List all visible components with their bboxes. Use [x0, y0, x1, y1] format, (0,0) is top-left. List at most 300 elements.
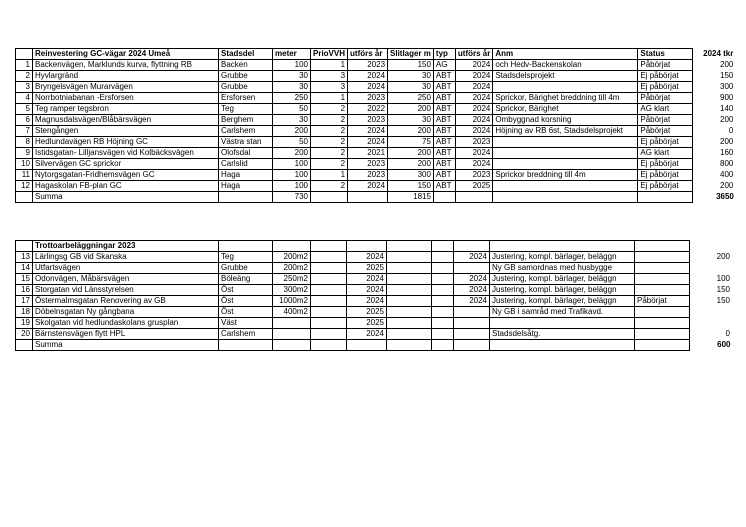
total-tkr: 600: [717, 340, 731, 349]
table-cell: [432, 340, 454, 351]
table-cell: [493, 148, 638, 159]
table-row: [16, 126, 736, 137]
table-cell: 2023: [348, 115, 388, 126]
table-cell: 400m2: [273, 307, 311, 318]
table-cell: [432, 252, 454, 263]
table-cell: 2023: [348, 60, 388, 71]
table-cell: Ej påbörjat: [638, 181, 693, 192]
table-row: [16, 159, 736, 170]
table-cell: 1000m2: [273, 296, 311, 307]
table-cell: Lärlingsg GB vid Skanska: [33, 252, 219, 263]
table-cell: Väst: [219, 318, 273, 329]
sum-row: [16, 192, 736, 203]
table-row: [16, 181, 736, 192]
table-cell: [490, 340, 635, 351]
trottoar-table: [15, 240, 733, 351]
table-cell: 160: [720, 148, 734, 157]
table-cell: [387, 318, 432, 329]
column-header: [16, 49, 33, 60]
table-cell: AG: [433, 60, 455, 71]
table-cell: [387, 329, 432, 340]
table-cell: 150: [720, 71, 734, 80]
table-cell: 4: [16, 93, 33, 104]
table-cell: 2025: [347, 318, 387, 329]
table-cell: [273, 340, 311, 351]
table-row: [16, 252, 733, 263]
sum-meter: 730: [273, 192, 311, 203]
table-cell: Påbörjat: [638, 126, 693, 137]
table-cell: 6: [16, 115, 33, 126]
table-cell: 300m2: [273, 285, 311, 296]
table-cell: 200m2: [273, 263, 311, 274]
table-cell: 2024: [348, 71, 388, 82]
table-cell: 12: [16, 181, 33, 192]
table-cell: 16: [16, 285, 33, 296]
table-cell: 2: [311, 148, 348, 159]
table-cell: 250m2: [273, 274, 311, 285]
table-cell: AG klart: [638, 148, 693, 159]
table-cell: Silvervägen GC sprickor: [33, 159, 219, 170]
table-cell: Höjning av RB 6st, Stadsdelsprojekt: [493, 126, 638, 137]
table-cell: Grubbe: [219, 82, 273, 93]
table-cell: [432, 274, 454, 285]
table-cell: [387, 285, 432, 296]
table-cell: 2023: [348, 93, 388, 104]
table-cell: [348, 192, 388, 203]
table-cell: 2025: [347, 263, 387, 274]
table-cell: 150: [388, 60, 434, 71]
table-cell: 150: [716, 285, 730, 294]
table-cell: Backen: [219, 60, 273, 71]
table-cell: Ej påbörjat: [638, 82, 693, 93]
table-row: [16, 296, 733, 307]
table-cell: AG klart: [638, 104, 693, 115]
table-cell: [635, 274, 690, 285]
table-cell: 15: [16, 274, 33, 285]
table-cell: [311, 192, 348, 203]
table-cell: Öst: [219, 285, 273, 296]
table-cell: Hagaskolan FB-plan GC: [33, 181, 219, 192]
table-cell: [387, 241, 432, 252]
table-cell: 30: [388, 115, 434, 126]
table-cell: 30: [273, 71, 311, 82]
table-cell: Skolgatan vid hedlundaskolans grusplan: [33, 318, 219, 329]
table-cell: 200: [720, 137, 734, 146]
table-cell: [635, 318, 690, 329]
table-cell: Ej påbörjat: [638, 170, 693, 181]
table-cell: Sprickor, Bärighet: [493, 104, 638, 115]
table-cell: 1: [16, 60, 33, 71]
table-cell: 2021: [348, 148, 388, 159]
table-cell: [432, 296, 454, 307]
sum-label: Summa: [33, 340, 219, 351]
table-cell: [311, 296, 347, 307]
table-row: [16, 137, 736, 148]
table-cell: [493, 159, 638, 170]
column-header: meter: [273, 49, 311, 60]
table-cell: Teg ramper tegsbron: [33, 104, 219, 115]
table-cell: 200: [273, 148, 311, 159]
table-cell: [219, 192, 273, 203]
table-cell: 2024: [455, 126, 492, 137]
table-cell: Magnusdalsvägen/Blåbärsvägen: [33, 115, 219, 126]
table-cell: Ombyggnad korsning: [493, 115, 638, 126]
table-cell: 11: [16, 170, 33, 181]
table-cell: 150: [388, 181, 434, 192]
table-cell: Påbörjat: [638, 115, 693, 126]
sum-row: [16, 340, 733, 351]
table-cell: 200: [720, 60, 734, 69]
table-cell: ABT: [433, 93, 455, 104]
table-cell: 2024: [454, 296, 490, 307]
table-cell: Bryngelsvägen Murarvägen: [33, 82, 219, 93]
table-cell: [311, 329, 347, 340]
table-cell: [493, 192, 638, 203]
table-cell: [311, 274, 347, 285]
table-cell: Grubbe: [219, 71, 273, 82]
table-cell: 2024: [348, 126, 388, 137]
table-cell: ABT: [433, 170, 455, 181]
table-cell: [387, 252, 432, 263]
table-cell: 2024: [348, 82, 388, 93]
table-cell: Sprickor, Bärighet breddning till 4m: [493, 93, 638, 104]
table-cell: 1: [311, 93, 348, 104]
table-cell: Carlshem: [219, 329, 273, 340]
column-header: Slitlager m: [388, 49, 434, 60]
table-cell: 8: [16, 137, 33, 148]
table-cell: 9: [16, 148, 33, 159]
table-cell: Östermalmsgatan Renovering av GB: [33, 296, 219, 307]
table-cell: [432, 318, 454, 329]
table-row: [16, 285, 733, 296]
table-cell: [387, 307, 432, 318]
table-cell: [387, 296, 432, 307]
table-cell: [311, 285, 347, 296]
section-title: Trottoarbeläggningar 2023: [33, 241, 219, 252]
table-cell: 250: [273, 93, 311, 104]
table-cell: Stengången: [33, 126, 219, 137]
table-cell: 14: [16, 263, 33, 274]
table-cell: Storgatan vid Länsstyrelsen: [33, 285, 219, 296]
table-cell: 2: [16, 71, 33, 82]
table-cell: Justering, kompl. bärlager, beläggn: [490, 296, 635, 307]
table-cell: Justering, kompl. bärlager, beläggn: [490, 274, 635, 285]
table-row: [16, 263, 733, 274]
sum-slitlager: 1815: [388, 192, 434, 203]
column-header: Status: [638, 49, 693, 60]
table-cell: [16, 340, 33, 351]
table-cell: 30: [273, 82, 311, 93]
table-cell: 2022: [348, 104, 388, 115]
table-cell: [454, 307, 490, 318]
table-cell: 2: [311, 104, 348, 115]
table-cell: 2024: [455, 82, 492, 93]
table-cell: [311, 241, 347, 252]
table-cell: 2025: [455, 181, 492, 192]
table-cell: 100: [273, 159, 311, 170]
column-header: 2024 tkr: [703, 49, 734, 58]
table-cell: [454, 318, 490, 329]
table-cell: 2: [311, 159, 348, 170]
table-cell: 200: [388, 104, 434, 115]
table-cell: ABT: [433, 181, 455, 192]
table-cell: [635, 329, 690, 340]
table-cell: [387, 274, 432, 285]
table-cell: Hyvlargränd: [33, 71, 219, 82]
table-cell: [635, 252, 690, 263]
table-cell: 200m2: [273, 252, 311, 263]
table-cell: 300: [720, 82, 734, 91]
table-row: [16, 170, 736, 181]
column-header: typ: [433, 49, 455, 60]
table-cell: [311, 263, 347, 274]
table-cell: [690, 318, 733, 329]
table-cell: 2024: [455, 115, 492, 126]
reinvestering-table: [15, 48, 736, 203]
table-cell: 2023: [348, 159, 388, 170]
table-cell: ABT: [433, 159, 455, 170]
table-cell: Hedlundavägen RB Höjning GC: [33, 137, 219, 148]
table-cell: [311, 307, 347, 318]
table-cell: Justering, kompl. bärlager, beläggn: [490, 285, 635, 296]
table-cell: 100: [716, 274, 730, 283]
table-cell: 2024: [348, 181, 388, 192]
table-cell: Teg: [219, 252, 273, 263]
table-row: [16, 71, 736, 82]
table-cell: 0: [725, 329, 730, 338]
table-cell: 200: [720, 181, 734, 190]
table-cell: 1: [311, 170, 348, 181]
table-cell: Ny GB i samråd med Trafikavd.: [490, 307, 635, 318]
table-cell: 200: [388, 126, 434, 137]
table-cell: Haga: [219, 170, 273, 181]
table-cell: Istidsgatan- Lilljansvägen vid Kolbäcksvägen: [33, 148, 219, 159]
table-cell: Carlshem: [219, 126, 273, 137]
table-cell: ABT: [433, 126, 455, 137]
table-cell: [273, 329, 311, 340]
table-cell: 900: [720, 93, 734, 102]
table-cell: 30: [388, 82, 434, 93]
table-cell: ABT: [433, 104, 455, 115]
table-cell: 400: [720, 170, 734, 179]
table-cell: och Hedv-Backenskolan: [493, 60, 638, 71]
table-cell: [432, 329, 454, 340]
table-cell: [16, 192, 33, 203]
table-cell: 30: [388, 71, 434, 82]
table-cell: 100: [273, 60, 311, 71]
table-cell: 2023: [348, 170, 388, 181]
table-cell: 5: [16, 104, 33, 115]
table-row: [16, 148, 736, 159]
table-cell: 75: [388, 137, 434, 148]
table-cell: Ej påbörjat: [638, 137, 693, 148]
table-cell: Stadsdelsprojekt: [493, 71, 638, 82]
table-cell: 200: [388, 159, 434, 170]
table-cell: 200: [273, 126, 311, 137]
table-cell: 1: [311, 60, 348, 71]
table-cell: 2024: [454, 252, 490, 263]
table-cell: [16, 241, 33, 252]
table-cell: 50: [273, 104, 311, 115]
table-cell: Öst: [219, 296, 273, 307]
table-cell: [490, 318, 635, 329]
table-cell: [273, 241, 311, 252]
table-cell: Ny GB samordnas med husbygge: [490, 263, 635, 274]
table-row: [16, 104, 736, 115]
table-row: [16, 115, 736, 126]
table-row: [16, 60, 736, 71]
table-row: [16, 329, 733, 340]
header-row: [16, 49, 736, 60]
table-cell: [432, 285, 454, 296]
table-cell: [273, 318, 311, 329]
table-cell: 2024: [455, 71, 492, 82]
table-cell: 2024: [348, 137, 388, 148]
table-cell: 2: [311, 137, 348, 148]
table-cell: Norrbotniabanan -Ersforsen: [33, 93, 219, 104]
table-cell: ABT: [433, 115, 455, 126]
table-cell: [635, 241, 690, 252]
table-cell: 50: [273, 137, 311, 148]
table-cell: 2024: [347, 329, 387, 340]
table-cell: 2024: [455, 60, 492, 71]
table-cell: 2: [311, 126, 348, 137]
table-cell: 300: [388, 170, 434, 181]
table-cell: 13: [16, 252, 33, 263]
table-cell: [387, 263, 432, 274]
table-cell: 2024: [455, 104, 492, 115]
column-header: utförs år: [455, 49, 492, 60]
table-cell: Döbelnsgatan Ny gångbana: [33, 307, 219, 318]
table-row: [16, 274, 733, 285]
table-cell: 2024: [347, 285, 387, 296]
table-cell: [690, 307, 733, 318]
table-cell: 2024: [347, 274, 387, 285]
column-header: PrioVVH: [311, 49, 348, 60]
table-cell: [493, 137, 638, 148]
table-cell: [347, 340, 387, 351]
table-cell: 2024: [455, 159, 492, 170]
table-cell: Berghem: [219, 115, 273, 126]
table-cell: 200: [716, 252, 730, 261]
table-cell: 10: [16, 159, 33, 170]
table-cell: [635, 263, 690, 274]
table-cell: [635, 285, 690, 296]
table-cell: Odonvägen, Måbärsvägen: [33, 274, 219, 285]
table-cell: 2: [311, 181, 348, 192]
table-cell: Haga: [219, 181, 273, 192]
table-cell: [493, 82, 638, 93]
table-cell: Grubbe: [219, 263, 273, 274]
table-cell: [454, 263, 490, 274]
table-cell: ABT: [433, 71, 455, 82]
table-cell: Böleäng: [219, 274, 273, 285]
table-cell: [219, 241, 273, 252]
table-cell: [690, 241, 733, 252]
table-cell: [433, 192, 455, 203]
table-cell: ABT: [433, 148, 455, 159]
table-cell: 2024: [455, 93, 492, 104]
table-cell: Backenvägen, Marklunds kurva, flyttning RB: [33, 60, 219, 71]
table-cell: Bärnstensvägen flytt HPL: [33, 329, 219, 340]
column-header: Anm: [493, 49, 638, 60]
table-cell: [432, 241, 454, 252]
table-row: [16, 82, 736, 93]
table-cell: ABT: [433, 137, 455, 148]
table-cell: 2024: [454, 285, 490, 296]
table-cell: Påbörjat: [638, 60, 693, 71]
sum-label: Summa: [33, 192, 219, 203]
table-cell: 3: [311, 82, 348, 93]
table-cell: 3: [311, 71, 348, 82]
column-header: utförs år: [348, 49, 388, 60]
table-cell: [493, 181, 638, 192]
total-tkr: 3650: [716, 192, 734, 201]
table-cell: Utfartsvägen: [33, 263, 219, 274]
table-cell: [311, 340, 347, 351]
table-cell: [387, 340, 432, 351]
table-cell: Påbörjat: [638, 93, 693, 104]
table-cell: 2024: [454, 274, 490, 285]
table-cell: Carlslid: [219, 159, 273, 170]
column-header: Stadsdel: [219, 49, 273, 60]
table-cell: Justering, kompl. bärlager, beläggn: [490, 252, 635, 263]
table-cell: [635, 340, 690, 351]
table-row: [16, 307, 733, 318]
table-cell: 0: [728, 126, 734, 135]
table-cell: 18: [16, 307, 33, 318]
table-cell: 2024: [347, 296, 387, 307]
table-cell: Teg: [219, 104, 273, 115]
table-cell: 7: [16, 126, 33, 137]
table-cell: Ej påbörjat: [638, 159, 693, 170]
table-cell: Olofsdal: [219, 148, 273, 159]
table-cell: 2024: [455, 148, 492, 159]
table-cell: 250: [388, 93, 434, 104]
table-cell: 200: [388, 148, 434, 159]
table-cell: 100: [273, 170, 311, 181]
table-cell: 200: [720, 115, 734, 124]
table-cell: Öst: [219, 307, 273, 318]
table-cell: Påbörjat: [635, 296, 690, 307]
table-cell: [454, 241, 490, 252]
table-cell: [455, 192, 492, 203]
table-cell: [347, 241, 387, 252]
table-cell: [454, 329, 490, 340]
table-cell: [311, 318, 347, 329]
table-cell: 30: [273, 115, 311, 126]
table-cell: [490, 241, 635, 252]
table-cell: 2024: [347, 252, 387, 263]
section-title-row: [16, 241, 733, 252]
table-cell: [690, 263, 733, 274]
table-cell: Ersforsen: [219, 93, 273, 104]
table-cell: 3: [16, 82, 33, 93]
table-cell: [311, 252, 347, 263]
table-cell: [635, 307, 690, 318]
table-cell: [638, 192, 693, 203]
column-header: Reinvestering GC-vägar 2024 Umeå: [33, 49, 219, 60]
table-cell: 140: [720, 104, 734, 113]
table-cell: [219, 340, 273, 351]
table-cell: 150: [716, 296, 730, 305]
table-cell: Ej påbörjat: [638, 71, 693, 82]
table-cell: 800: [720, 159, 734, 168]
table-cell: Stadsdelsåtg.: [490, 329, 635, 340]
table-row: [16, 318, 733, 329]
table-cell: Nytorgsgatan-Fridhemsvägen GC: [33, 170, 219, 181]
table-cell: 100: [273, 181, 311, 192]
